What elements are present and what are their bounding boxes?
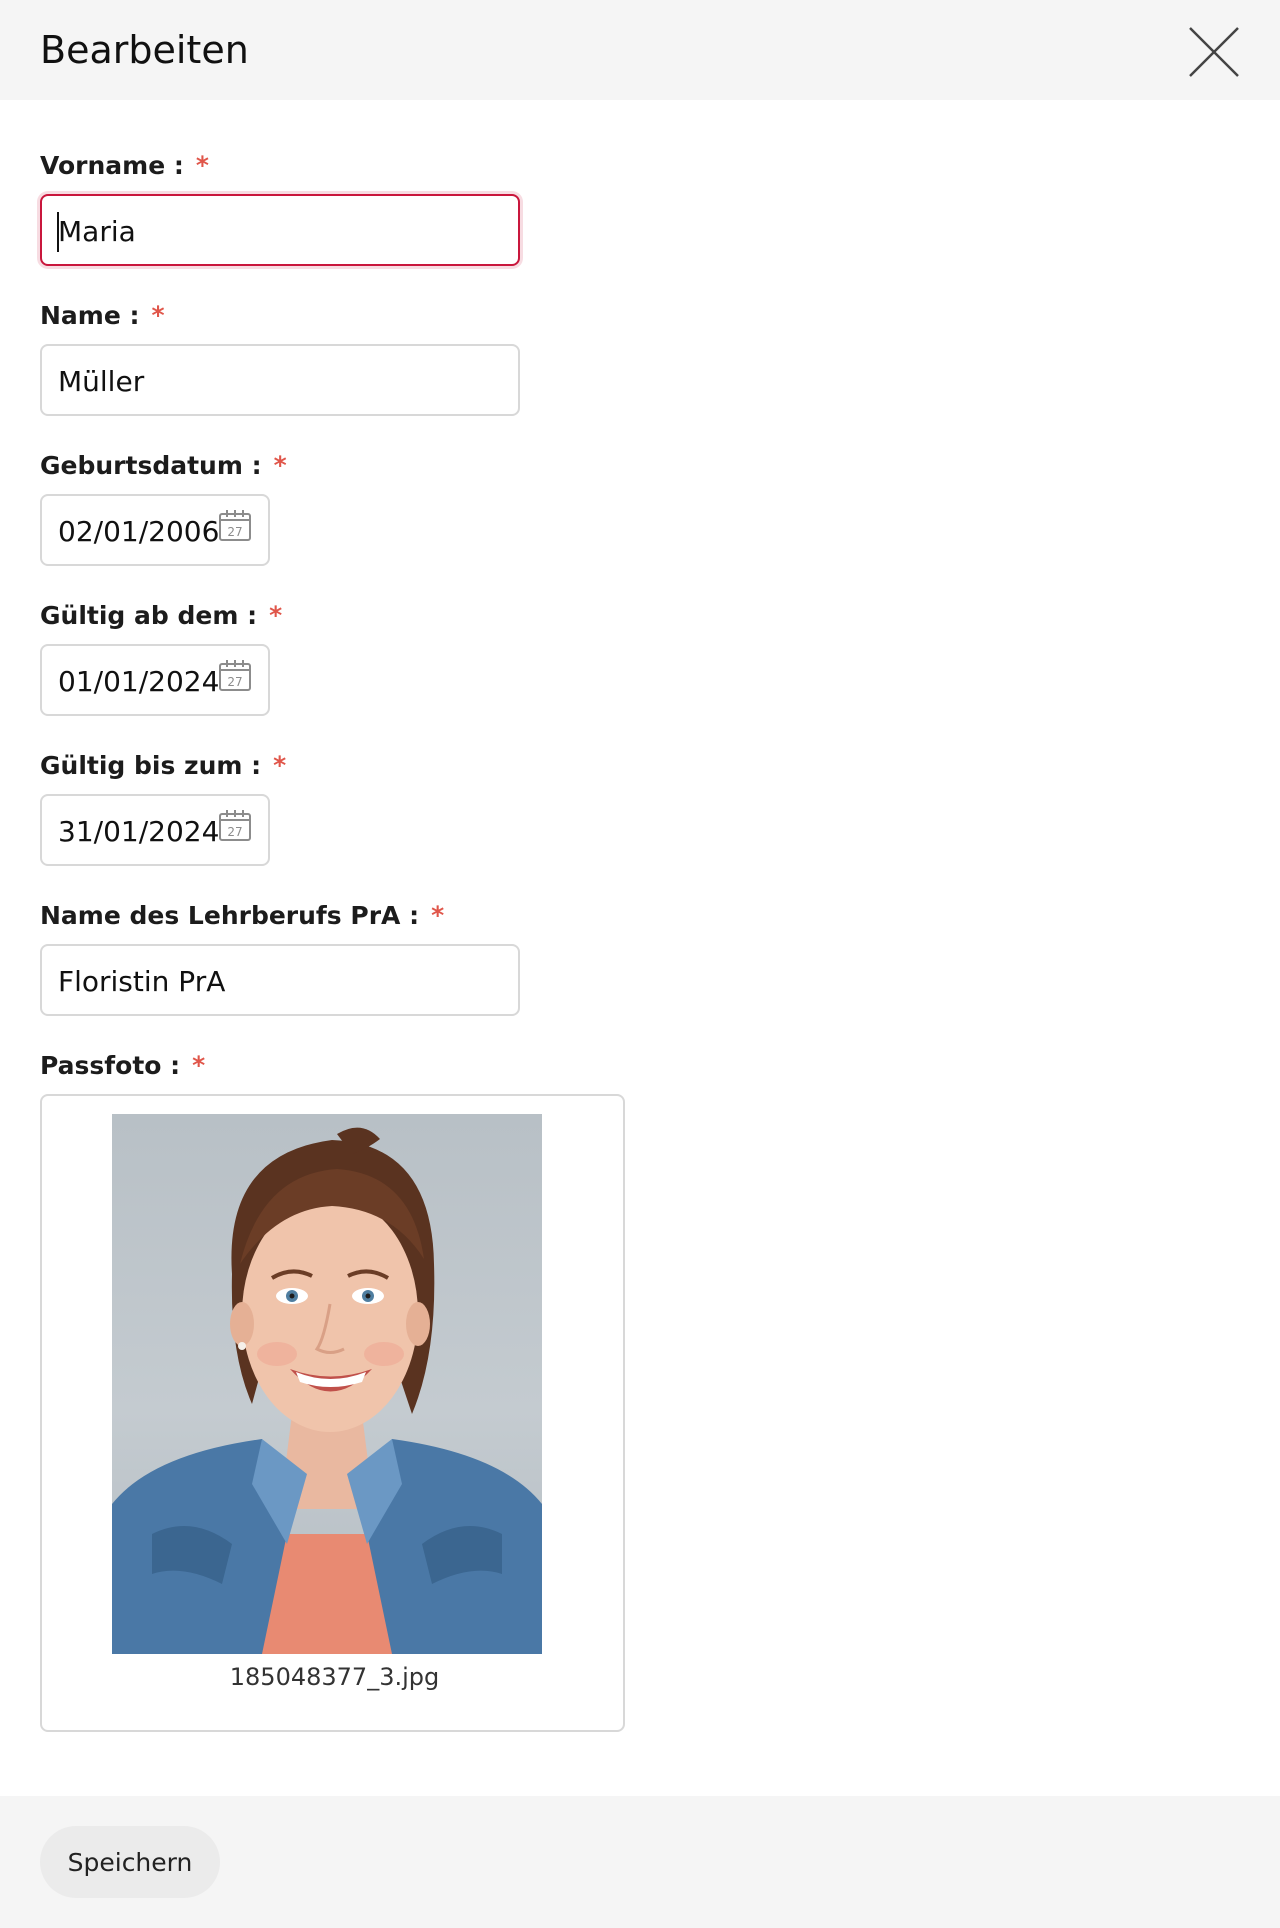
passport-photo — [112, 1114, 542, 1654]
close-icon[interactable] — [1186, 24, 1242, 80]
required-mark: * — [273, 451, 287, 480]
gueltig-bis-input[interactable] — [40, 794, 270, 866]
geburtsdatum-input[interactable] — [40, 494, 270, 566]
required-mark: * — [192, 1051, 206, 1080]
name-label — [40, 300, 165, 332]
required-mark: * — [269, 601, 283, 630]
lehrberuf-label-text: Name des Lehrberufs PrA : — [40, 901, 420, 930]
gueltig-bis-label — [40, 750, 286, 782]
gueltig-bis-value: 31/01/2024 — [58, 815, 220, 848]
gueltig-ab-value: 01/01/2024 — [58, 665, 220, 698]
gueltig-bis-label-text: Gültig bis zum : — [40, 751, 262, 780]
required-mark: * — [195, 151, 209, 180]
calendar-icon[interactable] — [218, 808, 252, 842]
vorname-input[interactable] — [40, 194, 520, 266]
passfoto-upload[interactable] — [40, 1094, 625, 1732]
calendar-day-text: 27 — [227, 675, 243, 689]
vorname-label-text: Vorname : — [40, 151, 184, 180]
vorname-label — [40, 150, 209, 182]
dialog-footer — [0, 1796, 1280, 1928]
calendar-icon[interactable] — [218, 508, 252, 542]
calendar-icon[interactable] — [218, 658, 252, 692]
geburtsdatum-label-text: Geburtsdatum : — [40, 451, 262, 480]
name-input[interactable] — [40, 344, 520, 416]
vorname-value: Maria — [58, 215, 136, 248]
name-label-text: Name : — [40, 301, 140, 330]
passfoto-label — [40, 1050, 205, 1082]
required-mark: * — [151, 301, 165, 330]
calendar-day-text: 27 — [227, 525, 243, 539]
geburtsdatum-value: 02/01/2006 — [58, 515, 220, 548]
geburtsdatum-label — [40, 450, 287, 482]
gueltig-ab-label-text: Gültig ab dem : — [40, 601, 258, 630]
name-value: Müller — [58, 365, 145, 398]
gueltig-ab-label — [40, 600, 282, 632]
lehrberuf-label — [40, 900, 444, 932]
lehrberuf-value: Floristin PrA — [58, 965, 226, 998]
lehrberuf-input[interactable] — [40, 944, 520, 1016]
calendar-day-text: 27 — [227, 825, 243, 839]
file-name: 185048377_3.jpg — [229, 1663, 440, 1691]
dialog-header — [0, 0, 1280, 100]
required-mark: * — [273, 751, 287, 780]
required-mark: * — [431, 901, 445, 930]
save-button[interactable]: Speichern — [40, 1826, 220, 1898]
gueltig-ab-input[interactable] — [40, 644, 270, 716]
dialog-title: Bearbeiten — [40, 28, 249, 72]
passfoto-label-text: Passfoto : — [40, 1051, 181, 1080]
